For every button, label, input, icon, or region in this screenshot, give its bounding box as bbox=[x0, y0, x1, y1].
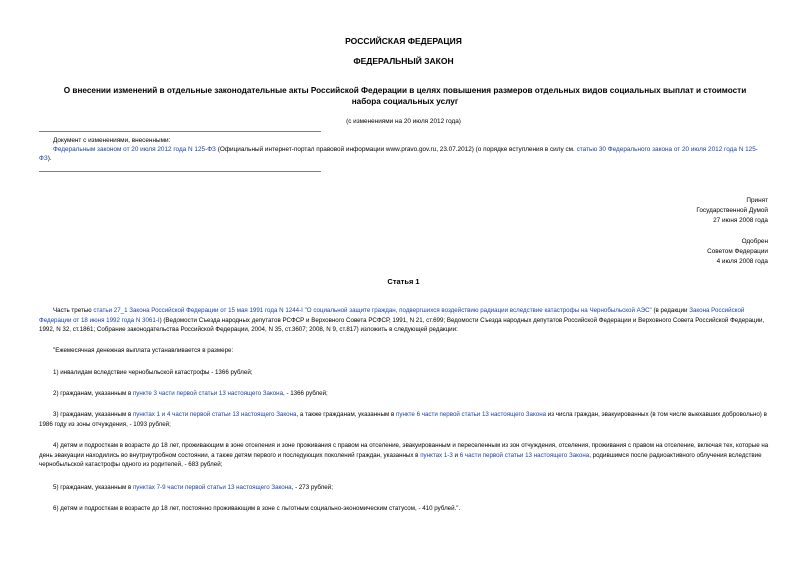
intro-text: (в редакции bbox=[651, 307, 690, 314]
changes-text bbox=[39, 145, 769, 163]
adoption-line: 27 июня 2008 года bbox=[713, 217, 768, 224]
link-item5[interactable]: пунктах 7-9 части первой статьи 13 настоящего Закона bbox=[132, 484, 292, 491]
list-item-4 bbox=[39, 441, 769, 470]
changes-label: Документ с изменениями, внесенными: bbox=[53, 137, 171, 144]
document-title: О внесении изменений в отдельные законодательные акты Российской Федерации в целях повышения размеров отдельных видов социальных выплат и стоимости набора социальных услуг bbox=[63, 86, 747, 106]
quote-start: "Ежемесячная денежная выплата устанавливается в размере: bbox=[53, 347, 234, 354]
link-item3-a[interactable]: пунктах 1 и 4 части первой статьи 13 настоящего Закона bbox=[132, 411, 297, 418]
changes-bottom-rule bbox=[39, 171, 321, 172]
link-law-3061[interactable]: Закона Российской Федерации от 18 июня 1992 года N 3061-I bbox=[39, 307, 745, 324]
adoption-block bbox=[568, 196, 768, 267]
list-item-2 bbox=[39, 389, 769, 399]
link-item4-b[interactable]: 6 части первой статьи 13 настоящего Закона bbox=[459, 451, 590, 459]
changes-top-rule bbox=[39, 131, 321, 132]
item-text: 2) гражданам, указанным в bbox=[53, 390, 133, 397]
revision-note: (с изменениями на 20 июля 2012 года) bbox=[346, 118, 461, 125]
item-text: и bbox=[452, 451, 460, 459]
list-item-1: 1) инвалидам вследствие чернобыльской катастрофы - 1366 рублей; bbox=[53, 369, 253, 376]
intro-text: ) (Ведомости Съезда народных депутатов РСФСР и Верховного Совета РСФСР, 1991, N 21, ст.699; Ведомости Съезда народных депутатов Российской Федерации и Верховного Совета Российской Федерации, 1992, N 32, ст.1861; Собрание законодательства Российской Федерации, 2004, N 35, ст.3607; 2008, N 9, ст.817) изложить в следующей редакции: bbox=[39, 316, 765, 333]
approval-line: Одобрен bbox=[741, 238, 768, 245]
link-item2[interactable]: пункте 3 части первой статьи 13 настоящего Закона bbox=[132, 390, 284, 397]
changes-text-end: ). bbox=[47, 155, 52, 162]
list-item-5 bbox=[39, 483, 769, 493]
article-heading: Статья 1 bbox=[387, 277, 420, 286]
item-text: 4) детям и подросткам в возрасте до 18 лет, проживающим в зоне отселения и зоне проживания с правом на отселение, эвакуированным и переселенным из зон отчуждения, отселения, проживания с правом на отселение, включая тех, которые на день эвакуации находились во внутриутробном состоянии, а также детям первого и последующих поколений граждан, указанных в bbox=[39, 442, 769, 459]
item-text: 3) гражданам, указанным в bbox=[53, 411, 133, 418]
law-type-heading: ФЕДЕРАЛЬНЫЙ ЗАКОН bbox=[353, 56, 454, 66]
approval-line: Советом Федерации bbox=[707, 248, 768, 255]
adoption-line: Государственной Думой bbox=[696, 207, 768, 214]
country-heading: РОССИЙСКАЯ ФЕДЕРАЦИЯ bbox=[345, 36, 462, 46]
changes-link-article[interactable]: статью 30 Федерального закона от 20 июля 2012 года N 125-ФЗ bbox=[39, 146, 758, 162]
item-text: , а также гражданам, указанным в bbox=[296, 411, 396, 418]
item-text: из числа граждан, эвакуированных (в том числе выехавших добровольно) в 1986 году из зоны отчуждения, - 1093 рублей; bbox=[39, 411, 767, 428]
adoption-line: Принят bbox=[746, 197, 768, 204]
changes-link-law[interactable]: Федеральным законом от 20 июля 2012 года N 125-ФЗ bbox=[53, 146, 216, 153]
intro-text: Часть третью bbox=[53, 307, 94, 314]
list-item-3 bbox=[39, 410, 769, 429]
approval-line: 4 июля 2008 года bbox=[716, 258, 768, 265]
item-text: , - 1366 рублей; bbox=[283, 390, 328, 397]
item-text: , родившимся после радиоактивного облучения вследствие чернобыльской катастрофы одного из родителей, - 683 рублей; bbox=[39, 451, 762, 468]
item-text: , - 273 рублей; bbox=[291, 484, 333, 491]
item-text: 5) гражданам, указанным в bbox=[53, 484, 133, 491]
link-law-1244[interactable]: статьи 27_1 Закона Российской Федерации от 15 мая 1991 года N 1244-I "О социальной защите граждан, подвергшихся воздействию радиации вследствие катастрофы на Чернобыльской АЭС" bbox=[93, 307, 652, 314]
list-item-6: 6) детям и подросткам в возрасте до 18 лет, постоянно проживающим в зоне с льготным социально-экономическим статусом, - 410 рублей.". bbox=[53, 505, 461, 512]
changes-text-part: (Официальный интернет-портал правовой информации www.pravo.gov.ru, 23.07.2012) (о порядке вступления в силу см. bbox=[215, 146, 577, 153]
link-item3-b[interactable]: пункте 6 части первой статьи 13 настоящего Закона bbox=[396, 411, 547, 418]
link-item4-a[interactable]: пунктах 1-3 bbox=[420, 451, 453, 459]
article-intro bbox=[39, 306, 769, 335]
